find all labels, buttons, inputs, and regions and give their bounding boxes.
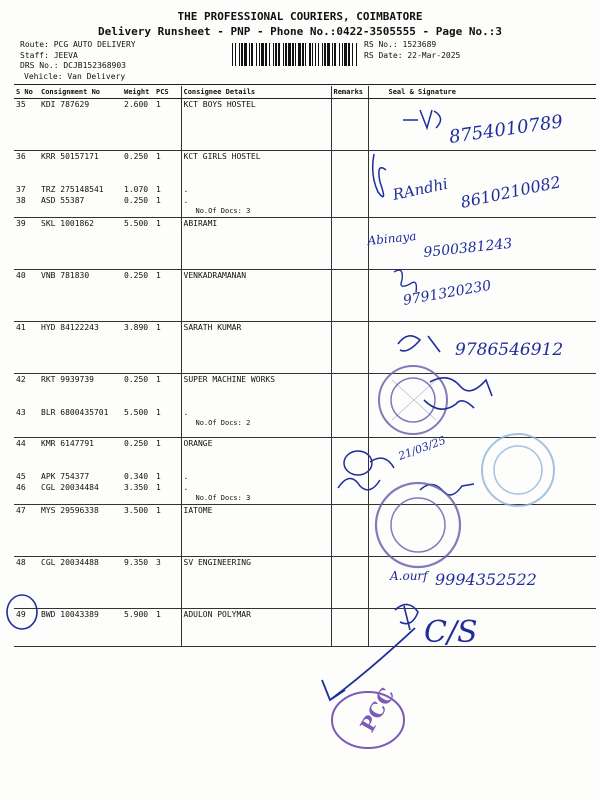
weight-cell [122,218,154,270]
signature-49-cs: C/S [424,615,478,650]
cell-line: 0.340 [124,472,149,481]
seal-signature-cell [368,505,596,557]
consignee-cell [181,322,331,374]
seal-signature-cell [368,609,596,647]
phone-39: 9500381243 [422,235,514,261]
col-remarks: Remarks [331,86,368,99]
col-weight: Weight [122,86,154,99]
consignment-cell [39,374,122,438]
seal-signature-cell [368,557,596,609]
cell-line: 35 [16,100,26,109]
col-pcs: PCS [154,86,181,99]
col-consignee: Consignee Details [181,86,331,99]
cell-line [41,449,120,471]
cell-line: 44 [16,439,26,448]
remarks-cell [331,438,368,505]
pcs-cell [154,151,181,218]
table-row [14,374,596,438]
consignment-cell [39,99,122,151]
cell-line: 1 [156,483,161,492]
cell-line: 3.350 [124,483,149,492]
cell-line [156,385,179,407]
cell-line: 2.600 [124,100,149,109]
sno-cell [14,218,39,270]
cell-line: . [183,408,189,417]
pcs-cell [154,557,181,609]
header-rule [14,84,596,85]
cell-line: IATOME [183,506,213,515]
pcs-cell [154,99,181,151]
vehicle-label: Vehicle: Van Delivery [24,71,126,81]
consignee-cell [181,374,331,438]
cell-line: CGL 20034484 [41,483,99,492]
weight-cell [122,99,154,151]
rs-number: RS No.: 1523689 [364,40,437,49]
runsheet-subtitle: Delivery Runsheet - PNP - Phone No.:0422-3505555 - Page No.:3 [98,25,502,38]
rs-date: RS Date: 22-Mar-2025 [364,50,461,60]
company-title: THE PROFESSIONAL COURIERS, COIMBATORE [177,10,423,23]
cell-line: ASD 55387 [41,196,85,205]
weight-cell [122,322,154,374]
table-header-row [14,86,596,99]
table-row [14,218,596,270]
consignment-cell [39,270,122,322]
cell-line: 36 [16,152,26,161]
cell-line: . [183,483,189,492]
seal-signature-cell [368,374,596,438]
cell-line: 9.350 [124,558,149,567]
weight-cell [122,374,154,438]
cell-line: KMR 6147791 [41,439,94,448]
cell-line: TRZ 275148541 [41,185,104,194]
drs-label: DRS No.: DCJB152368903 [20,61,126,70]
phone-48: 9994352522 [435,570,537,589]
phone-35: 8754010789 [447,111,565,148]
cell-line [16,162,37,184]
consignee-cell [181,270,331,322]
cell-line: 1 [156,375,161,384]
table-row [14,270,596,322]
staff-label: Staff: JEEVA [20,50,78,60]
sno-cell [14,151,39,218]
cell-line: 0.250 [124,375,149,384]
cell-line: 1 [156,219,161,228]
weight-cell [122,270,154,322]
table-row [14,438,596,505]
cell-line: 45 [16,472,26,481]
consignment-cell [39,505,122,557]
cell-line: 1 [156,271,161,280]
cell-line: HYD 84122243 [41,323,99,332]
consignment-cell [39,151,122,218]
remarks-cell [331,322,368,374]
cell-line: 1 [156,323,161,332]
phone-36: 8610210082 [458,172,563,212]
cell-line: ORANGE [183,439,213,448]
remarks-cell [331,557,368,609]
cell-line [41,385,120,407]
consignment-cell [39,557,122,609]
consignment-cell [39,609,122,647]
no-of-docs: No.Of Docs: 2 [195,419,251,427]
cell-line: KDI 787629 [41,100,90,109]
sno-cell [14,609,39,647]
cell-line: 0.250 [124,196,149,205]
cell-line: 1 [156,185,161,194]
weight-cell [122,151,154,218]
cell-line: 1 [156,408,161,417]
cell-line: 0.250 [124,271,149,280]
cell-line [124,385,152,407]
consignment-cell [39,218,122,270]
cell-line [16,385,37,407]
pcs-cell [154,505,181,557]
cell-line: . [183,472,189,481]
cell-line: 5.500 [124,408,149,417]
cell-line: 1 [156,196,161,205]
consignee-cell [181,609,331,647]
cell-line: ABIRAMI [183,219,218,228]
pcs-cell [154,374,181,438]
cell-line: 5.900 [124,610,149,619]
weight-cell [122,505,154,557]
cell-line [16,449,37,471]
col-sno: S No [14,86,39,99]
phone-41: 9786546912 [455,340,564,360]
col-seal: Seal & Signature [368,86,596,99]
cell-line: KRR 50157171 [41,152,99,161]
cell-line: 3.500 [124,506,149,515]
seal-signature-cell [368,438,596,505]
consignee-cell [181,218,331,270]
sno-cell [14,505,39,557]
date-46: 21/03/25 [396,433,448,463]
no-of-docs: No.Of Docs: 3 [195,207,251,215]
table-row [14,151,596,218]
cell-line: 1 [156,472,161,481]
table-row [14,505,596,557]
barcode [232,43,357,66]
cell-line: 5.500 [124,219,149,228]
cell-line [41,162,120,184]
table-row [14,557,596,609]
sno-cell [14,557,39,609]
remarks-cell [331,151,368,218]
remarks-cell [331,218,368,270]
cell-line: 47 [16,506,26,515]
cell-line: 0.250 [124,152,149,161]
col-consignment: Consignment No [39,86,122,99]
cell-line: 37 [16,185,26,194]
consignee-cell [181,557,331,609]
sno-cell [14,99,39,151]
cell-line: 0.250 [124,439,149,448]
weight-cell [122,557,154,609]
cell-line [184,449,329,471]
cell-line: BWD 10043389 [41,610,99,619]
route-label: Route: PCG AUTO DELIVERY [20,40,136,49]
cell-line: . [183,196,189,205]
seal-signature-cell [368,270,596,322]
signature-48: A.ourf [390,569,428,583]
pcs-cell [154,438,181,505]
cell-line: VNB 781830 [41,271,90,280]
cell-line: KCT GIRLS HOSTEL [183,152,261,161]
cell-line [124,162,152,184]
cell-line: 3.890 [124,323,149,332]
cell-line: 40 [16,271,26,280]
cell-line: ADULON POLYMAR [183,610,251,619]
cell-line [184,162,329,184]
cell-line: 48 [16,558,26,567]
cell-line: 49 [16,610,26,619]
cell-line: KCT BOYS HOSTEL [183,100,256,109]
cell-line: 1.070 [124,185,149,194]
pcc-stamp-text: PCC [355,683,400,737]
sno-cell [14,322,39,374]
cell-line: CGL 20034488 [41,558,99,567]
remarks-cell [331,505,368,557]
weight-cell [122,438,154,505]
cell-line: RKT 9939739 [41,375,94,384]
signature-39-name: Abinaya [366,228,418,248]
cell-line: 1 [156,439,161,448]
consignee-cell [181,505,331,557]
sno-cell [14,438,39,505]
cell-line [156,449,179,471]
remarks-cell [331,99,368,151]
cell-line: 1 [156,610,161,619]
pcs-cell [154,218,181,270]
remarks-cell [331,270,368,322]
pcs-cell [154,322,181,374]
consignment-cell [39,322,122,374]
remarks-cell [331,609,368,647]
consignee-cell [181,99,331,151]
cell-line: MYS 29596338 [41,506,99,515]
sno-cell [14,270,39,322]
cell-line: 3 [156,558,161,567]
cell-line [184,385,329,407]
cell-line: SV ENGINEERING [183,558,251,567]
cell-line: 1 [156,100,161,109]
signature-36-name: RAndhi [391,174,450,204]
cell-line: 41 [16,323,26,332]
cell-line: BLR 6800435701 [41,408,109,417]
pcc-stamp [332,684,404,748]
consignment-cell [39,438,122,505]
consignee-cell [181,151,331,218]
no-of-docs: No.Of Docs: 3 [195,494,251,502]
consignee-cell [181,438,331,505]
cell-line: VENKADRAMANAN [183,271,247,280]
cell-line: 43 [16,408,26,417]
cell-line: SUPER MACHINE WORKS [183,375,276,384]
meta-left [20,40,136,82]
table-row [14,609,596,647]
meta-right [364,40,460,61]
table-row [14,322,596,374]
cell-line: . [183,185,189,194]
phone-40: 9791320230 [401,277,493,309]
seal-signature-cell [368,151,596,218]
cell-line: 1 [156,506,161,515]
cell-line: 42 [16,375,26,384]
pcs-cell [154,609,181,647]
runsheet-table [14,86,596,647]
weight-cell [122,609,154,647]
remarks-cell [331,374,368,438]
cell-line: SARATH KUMAR [183,323,242,332]
sno-cell [14,374,39,438]
seal-signature-cell [368,218,596,270]
cell-line: APK 754377 [41,472,90,481]
seal-signature-cell [368,99,596,151]
table-row [14,99,596,151]
cell-line: 1 [156,152,161,161]
cell-line: 39 [16,219,26,228]
cell-line: SKL 1001862 [41,219,94,228]
cell-line: 46 [16,483,26,492]
cell-line: 38 [16,196,26,205]
seal-signature-cell [368,322,596,374]
cell-line [124,449,152,471]
pcs-cell [154,270,181,322]
cell-line [156,162,179,184]
